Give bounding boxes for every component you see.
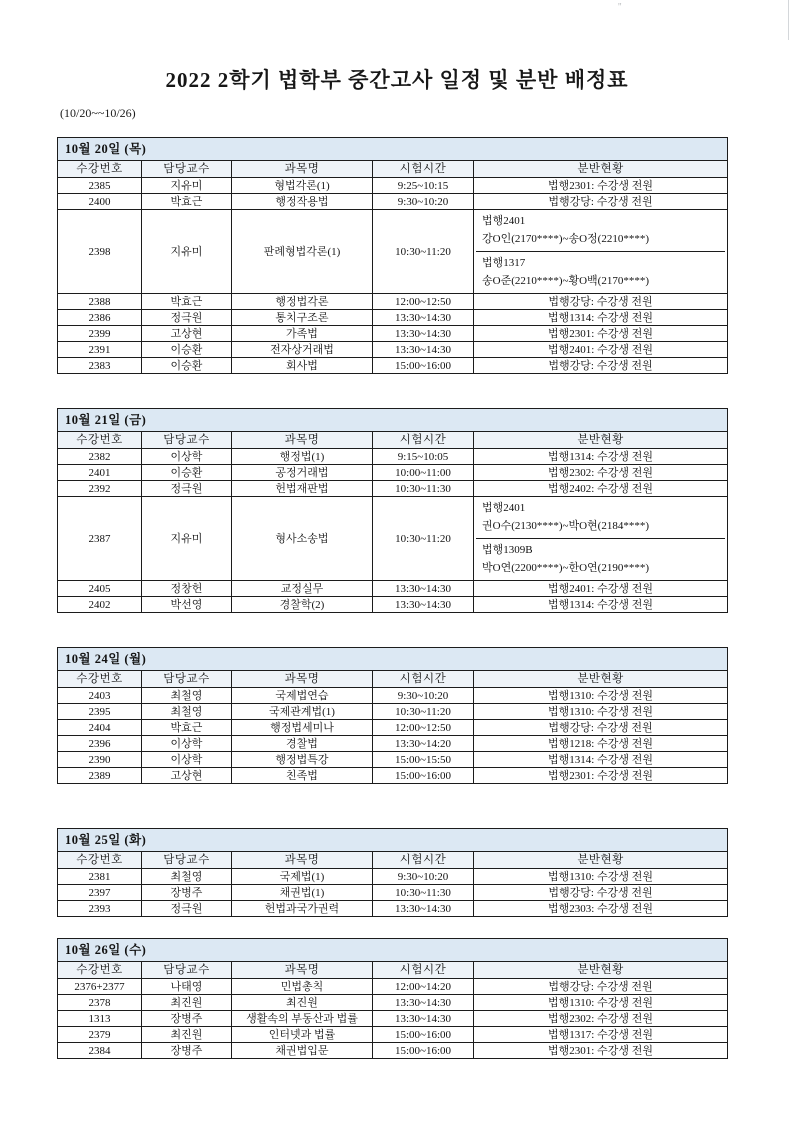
date-header: 10월 21일 (금) [58,409,728,432]
assign-subcell [476,251,725,293]
page-title: 2022 2학기 법학부 중간고사 일정 및 분반 배정표 [165,68,629,93]
column-header-row [58,852,728,869]
table-row [58,481,728,497]
cell-subject: 행정법(1) [232,449,373,465]
cell-prof: 고상현 [142,326,232,342]
cell-no: 2391 [58,342,142,358]
cell-prof: 정창헌 [142,581,232,597]
cell-time: 15:00~16:00 [373,1043,474,1059]
column-header: 수강번호 [58,962,142,979]
column-header: 분반현황 [474,962,728,979]
cell-prof: 지유미 [142,497,232,581]
cell-time: 9:15~10:05 [373,449,474,465]
table-row [58,358,728,374]
cell-subject: 인터넷과 법률 [232,1027,373,1043]
schedule-table [57,828,728,917]
cell-assign: 법행1310: 수강생 전원 [474,995,728,1011]
cell-assign: 법행1317: 수강생 전원 [474,1027,728,1043]
table-row [58,688,728,704]
cell-no: 2399 [58,326,142,342]
venue-line: 법행2401 [482,502,526,514]
cell-no: 2376+2377 [58,979,142,995]
cell-assign [474,210,728,294]
date-band-row [58,409,728,432]
cell-assign: 법행2302: 수강생 전원 [474,1011,728,1027]
cell-prof: 박효근 [142,194,232,210]
cell-time: 15:00~16:00 [373,1027,474,1043]
column-header: 시험시간 [373,671,474,688]
cell-subject: 공정거래법 [232,465,373,481]
date-header: 10월 25일 (화) [58,829,728,852]
cell-subject: 회사법 [232,358,373,374]
table-row [58,326,728,342]
column-header: 분반현황 [474,852,728,869]
cell-assign: 법행강당: 수강생 전원 [474,358,728,374]
cell-time: 10:30~11:30 [373,481,474,497]
schedule-table [57,137,728,374]
cell-no: 2405 [58,581,142,597]
cell-prof: 정극원 [142,481,232,497]
table-row [58,497,728,581]
cell-assign: 법행1314: 수강생 전원 [474,752,728,768]
cell-assign: 법행2301: 수강생 전원 [474,326,728,342]
cell-no: 2397 [58,885,142,901]
cell-no: 2389 [58,768,142,784]
cell-subject: 국제관계법(1) [232,704,373,720]
date-band-row [58,939,728,962]
cell-assign: 법행1314: 수강생 전원 [474,597,728,613]
student-range-line: 권O수(2130****)~박O현(2184****) [482,520,649,532]
column-header: 담당교수 [142,671,232,688]
cell-prof: 최철영 [142,869,232,885]
cell-prof: 정극원 [142,901,232,917]
student-range-line: 강O인(2170****)~송O정(2210****) [482,233,649,245]
cell-time: 9:30~10:20 [373,688,474,704]
cell-time: 10:30~11:20 [373,210,474,294]
table-row [58,597,728,613]
cell-assign: 법행2401: 수강생 전원 [474,342,728,358]
cell-prof: 박효근 [142,294,232,310]
cell-prof: 이승환 [142,342,232,358]
table-row [58,736,728,752]
cell-prof: 정극원 [142,310,232,326]
cell-assign: 법행1310: 수강생 전원 [474,869,728,885]
cell-time: 10:30~11:30 [373,885,474,901]
table-row [58,194,728,210]
date-header: 10월 24일 (월) [58,648,728,671]
cell-no: 2396 [58,736,142,752]
scan-artifact [788,0,789,40]
schedule-table-oct-25 [57,828,727,917]
cell-time: 13:30~14:30 [373,1011,474,1027]
cell-assign: 법행강당: 수강생 전원 [474,194,728,210]
column-header-row [58,671,728,688]
column-header: 수강번호 [58,432,142,449]
table-row [58,210,728,294]
table-row [58,465,728,481]
cell-time: 13:30~14:30 [373,597,474,613]
assign-subcell [476,538,725,580]
cell-assign: 법행2303: 수강생 전원 [474,901,728,917]
table-row [58,294,728,310]
cell-assign: 법행2402: 수강생 전원 [474,481,728,497]
cell-time: 10:30~11:20 [373,497,474,581]
cell-subject: 민법총칙 [232,979,373,995]
table-row [58,885,728,901]
cell-prof: 박선영 [142,597,232,613]
assign-subcell [476,497,725,538]
student-range-line: 박O연(2200****)~한O연(2190****) [482,562,649,574]
cell-time: 9:30~10:20 [373,194,474,210]
cell-subject: 국제법(1) [232,869,373,885]
cell-time: 13:30~14:30 [373,310,474,326]
cell-assign: 법행강당: 수강생 전원 [474,885,728,901]
cell-no: 2398 [58,210,142,294]
cell-prof: 최진원 [142,995,232,1011]
table-row [58,310,728,326]
schedule-table [57,647,728,784]
schedule-table-oct-24 [57,647,727,784]
cell-time: 13:30~14:20 [373,736,474,752]
cell-subject: 형사소송법 [232,497,373,581]
column-header: 시험시간 [373,161,474,178]
cell-subject: 헌법재판법 [232,481,373,497]
cell-time: 12:00~12:50 [373,294,474,310]
table-row [58,1011,728,1027]
cell-no: 2383 [58,358,142,374]
student-range-line: 송O준(2210****)~황O백(2170****) [482,275,649,287]
cell-subject: 판례형법각론(1) [232,210,373,294]
cell-no: 2385 [58,178,142,194]
cell-no: 2392 [58,481,142,497]
column-header: 담당교수 [142,962,232,979]
table-row [58,752,728,768]
cell-no: 2393 [58,901,142,917]
date-band-row [58,829,728,852]
table-row [58,449,728,465]
cell-prof: 장병주 [142,885,232,901]
column-header: 과목명 [232,432,373,449]
cell-subject: 채권법입문 [232,1043,373,1059]
cell-no: 2378 [58,995,142,1011]
cell-time: 13:30~14:30 [373,901,474,917]
cell-assign [474,497,728,581]
column-header: 분반현황 [474,161,728,178]
column-header: 과목명 [232,962,373,979]
table-row [58,979,728,995]
cell-prof: 이승환 [142,465,232,481]
table-row [58,581,728,597]
cell-assign: 법행1310: 수강생 전원 [474,688,728,704]
cell-no: 2403 [58,688,142,704]
schedule-table [57,938,728,1059]
cell-prof: 장병주 [142,1011,232,1027]
cell-time: 10:30~11:20 [373,704,474,720]
cell-no: 2404 [58,720,142,736]
table-row [58,1043,728,1059]
column-header: 시험시간 [373,852,474,869]
date-band-row [58,648,728,671]
table-row [58,1027,728,1043]
column-header: 담당교수 [142,432,232,449]
cell-assign: 법행1314: 수강생 전원 [474,449,728,465]
cell-prof: 나태영 [142,979,232,995]
cell-time: 15:00~15:50 [373,752,474,768]
cell-prof: 최진원 [142,1027,232,1043]
table-row [58,995,728,1011]
cell-time: 10:00~11:00 [373,465,474,481]
column-header: 수강번호 [58,852,142,869]
cell-no: 2381 [58,869,142,885]
cell-assign: 법행강당: 수강생 전원 [474,720,728,736]
table-row [58,342,728,358]
table-row [58,768,728,784]
cell-time: 13:30~14:30 [373,342,474,358]
column-header-row [58,161,728,178]
cell-no: 2402 [58,597,142,613]
cell-time: 13:30~14:30 [373,581,474,597]
schedule-table [57,408,728,613]
column-header: 수강번호 [58,161,142,178]
cell-subject: 행정법세미나 [232,720,373,736]
cell-time: 12:00~12:50 [373,720,474,736]
cell-time: 9:25~10:15 [373,178,474,194]
table-row [58,901,728,917]
schedule-table-oct-21 [57,408,727,613]
assign-subcell [476,210,725,251]
cell-prof: 최철영 [142,688,232,704]
schedule-table-oct-20 [57,137,727,374]
cell-time: 13:30~14:30 [373,995,474,1011]
cell-prof: 지유미 [142,210,232,294]
cell-time: 9:30~10:20 [373,869,474,885]
column-header: 담당교수 [142,161,232,178]
cell-prof: 이상학 [142,449,232,465]
cell-prof: 이승환 [142,358,232,374]
cell-assign: 법행1218: 수강생 전원 [474,736,728,752]
column-header: 과목명 [232,671,373,688]
cell-no: 2401 [58,465,142,481]
cell-no: 2386 [58,310,142,326]
cell-no: 2395 [58,704,142,720]
cell-subject: 가족법 [232,326,373,342]
cell-no: 2387 [58,497,142,581]
schedule-table-oct-26 [57,938,727,1059]
column-header-row [58,962,728,979]
cell-no: 2388 [58,294,142,310]
cell-assign: 법행2301: 수강생 전원 [474,1043,728,1059]
cell-subject: 최진원 [232,995,373,1011]
scan-artifact: '' [618,2,622,13]
cell-no: 2400 [58,194,142,210]
venue-line: 법행1309B [482,544,533,556]
cell-assign: 법행강당: 수강생 전원 [474,294,728,310]
column-header: 수강번호 [58,671,142,688]
table-row [58,178,728,194]
cell-subject: 친족법 [232,768,373,784]
cell-subject: 채권법(1) [232,885,373,901]
date-band-row [58,138,728,161]
cell-prof: 박효근 [142,720,232,736]
venue-line: 법행2401 [482,215,526,227]
cell-subject: 형법각론(1) [232,178,373,194]
table-row [58,720,728,736]
cell-prof: 지유미 [142,178,232,194]
cell-subject: 행정법특강 [232,752,373,768]
cell-assign: 법행강당: 수강생 전원 [474,979,728,995]
cell-assign: 법행1310: 수강생 전원 [474,704,728,720]
column-header: 과목명 [232,161,373,178]
cell-no: 2384 [58,1043,142,1059]
cell-subject: 교정실무 [232,581,373,597]
cell-prof: 장병주 [142,1043,232,1059]
cell-no: 2390 [58,752,142,768]
column-header: 분반현황 [474,671,728,688]
cell-subject: 생활속의 부동산과 법률 [232,1011,373,1027]
column-header: 시험시간 [373,432,474,449]
cell-no: 2379 [58,1027,142,1043]
cell-prof: 최철영 [142,704,232,720]
cell-assign: 법행1314: 수강생 전원 [474,310,728,326]
date-range: (10/20~~10/26) [60,106,136,120]
cell-subject: 행정법각론 [232,294,373,310]
cell-assign: 법행2301: 수강생 전원 [474,768,728,784]
column-header: 분반현황 [474,432,728,449]
cell-subject: 경찰법 [232,736,373,752]
cell-subject: 헌법과국가권력 [232,901,373,917]
cell-subject: 전자상거래법 [232,342,373,358]
cell-prof: 고상현 [142,768,232,784]
cell-subject: 국제법연습 [232,688,373,704]
cell-time: 13:30~14:30 [373,326,474,342]
date-header: 10월 20일 (목) [58,138,728,161]
date-header: 10월 26일 (수) [58,939,728,962]
column-header: 담당교수 [142,852,232,869]
cell-no: 2382 [58,449,142,465]
cell-subject: 행정작용법 [232,194,373,210]
table-row [58,704,728,720]
column-header-row [58,432,728,449]
cell-time: 15:00~16:00 [373,768,474,784]
cell-subject: 통치구조론 [232,310,373,326]
cell-subject: 경찰학(2) [232,597,373,613]
cell-time: 12:00~14:20 [373,979,474,995]
cell-time: 15:00~16:00 [373,358,474,374]
cell-no: 1313 [58,1011,142,1027]
cell-assign: 법행2401: 수강생 전원 [474,581,728,597]
column-header: 과목명 [232,852,373,869]
venue-line: 법행1317 [482,257,526,269]
cell-prof: 이상학 [142,736,232,752]
cell-assign: 법행2301: 수강생 전원 [474,178,728,194]
cell-assign: 법행2302: 수강생 전원 [474,465,728,481]
table-row [58,869,728,885]
cell-prof: 이상학 [142,752,232,768]
column-header: 시험시간 [373,962,474,979]
